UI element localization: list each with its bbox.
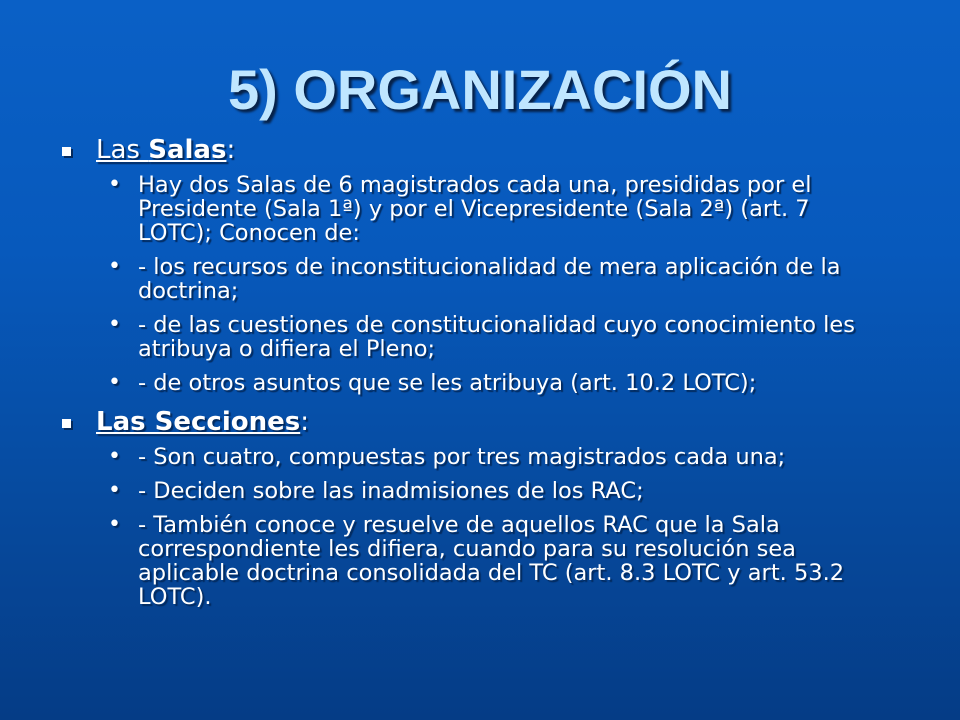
salas-heading-suffix: :: [226, 135, 236, 165]
bullet-dot-icon: •: [108, 512, 121, 537]
secciones-heading: Las Secciones: [96, 407, 301, 437]
bullet-secciones: [60, 407, 920, 437]
salas-heading: [96, 135, 226, 165]
square-bullet-icon: [62, 419, 71, 428]
list-item-text: - Son cuatro, compuestas por tres magistrados cada una;: [138, 444, 786, 470]
salas-heading-prefix: Las: [96, 135, 149, 165]
bullet-salas: [60, 135, 920, 165]
salas-heading-bold: Salas: [148, 135, 227, 165]
list-item-text: - Deciden sobre las inadmisiones de los RAC;: [138, 478, 644, 504]
salas-list: [60, 173, 920, 395]
secciones-list: [60, 445, 920, 609]
slide-content: [60, 135, 920, 621]
list-item: [60, 479, 858, 503]
bullet-dot-icon: •: [108, 172, 121, 197]
list-item: [60, 445, 858, 469]
list-item: [60, 313, 858, 361]
bullet-dot-icon: •: [108, 478, 121, 503]
list-item: [60, 371, 858, 395]
list-item-text: Hay dos Salas de 6 magistrados cada una, presididas por el Presidente (Sala 1ª) y por el Vicepresidente (Sala 2ª) (art. 7 LOTC); Conocen de:: [138, 172, 812, 246]
list-item: [60, 255, 858, 303]
slide-title: 5) ORGANIZACIÓN: [228, 58, 732, 121]
secciones-heading-suffix: :: [300, 407, 309, 437]
list-item: [60, 173, 858, 245]
bullet-dot-icon: •: [108, 254, 121, 279]
list-item-text: - de las cuestiones de constitucionalidad cuyo conocimiento les atribuya o difiera el Pleno;: [138, 312, 855, 362]
list-item-text: - los recursos de inconstitucionalidad de mera aplicación de la doctrina;: [138, 254, 841, 304]
list-item: [60, 513, 858, 609]
bullet-dot-icon: •: [108, 312, 121, 337]
square-bullet-icon: [62, 147, 71, 156]
bullet-dot-icon: •: [108, 370, 121, 395]
list-item-text: - de otros asuntos que se les atribuya (art. 10.2 LOTC);: [138, 370, 757, 396]
bullet-dot-icon: •: [108, 444, 121, 469]
list-item-text: - También conoce y resuelve de aquellos RAC que la Sala correspondiente les difiera, cuando para su resolución sea aplicable doctrina consolidada del TC (art. 8.3 LOTC y art. 53.2 LOTC).: [138, 512, 845, 610]
